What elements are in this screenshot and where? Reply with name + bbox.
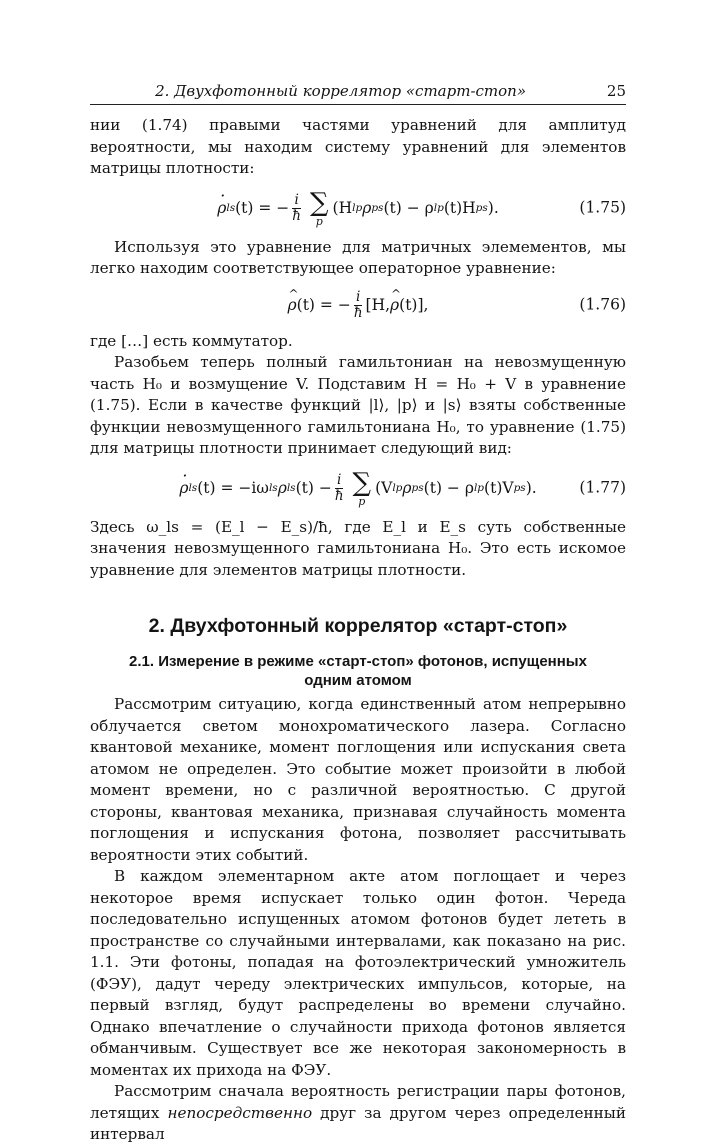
eq-text: (t) = − bbox=[296, 295, 351, 314]
eq-text: (t)], bbox=[399, 295, 429, 314]
sum-symbol: ∑ p bbox=[352, 467, 372, 508]
eq-sub: ls bbox=[268, 481, 278, 494]
eq-text: ρ bbox=[362, 198, 372, 217]
paragraph: Здесь ω_ls = (E_l − E_s)/ħ, где E_l и E_s суть собственные значения невозмущенного гамильтониана H₀. Это есть искомое уравнение для элементов матрицы плотности. bbox=[90, 517, 626, 579]
eq-lhs: ρ · bbox=[179, 478, 188, 499]
frac-den: ħ bbox=[292, 207, 301, 224]
running-header bbox=[90, 78, 626, 105]
eq-sub: lp bbox=[352, 201, 363, 214]
paragraph: где […] есть коммутатор. bbox=[90, 331, 293, 350]
fraction bbox=[335, 473, 344, 504]
page-number: 25 bbox=[606, 82, 626, 100]
eq-text: (t) = −iω bbox=[197, 478, 269, 497]
eq-text: (t) − ρ bbox=[383, 198, 434, 217]
eq-text: ). bbox=[487, 198, 499, 217]
eq-text: ρ bbox=[277, 478, 287, 497]
sum-index: p bbox=[358, 494, 366, 508]
equation-number: (1.75) bbox=[579, 198, 626, 217]
subsection-title bbox=[90, 652, 626, 690]
text-run: друг за другом через определенный интервал bbox=[90, 1103, 626, 1143]
eq-sub: lp bbox=[392, 481, 403, 494]
eq-text: (t)H bbox=[443, 198, 476, 217]
emphasis: непосредственно bbox=[167, 1103, 313, 1122]
eq-sub: ps bbox=[371, 201, 384, 214]
eq-text: ρ bbox=[402, 478, 412, 497]
running-title: 2. Двухфотонный коррелятор «старт-стоп» bbox=[155, 82, 526, 100]
eq-sub: lp bbox=[433, 201, 444, 214]
frac-den: ħ bbox=[334, 487, 344, 504]
paragraph: нии (1.74) правыми частями уравнений для амплитуд вероятности, мы находим систему уравнений для элементов матрицы плотности: bbox=[90, 116, 626, 177]
equation-number: (1.77) bbox=[579, 478, 626, 497]
text-run: Рассмотрим сначала вероятность регистрации пары фотонов, летящих bbox=[90, 1082, 626, 1122]
sum-symbol: ∑ p bbox=[309, 187, 329, 228]
eq-sub: ps bbox=[411, 481, 424, 494]
eq-text: (t) − bbox=[295, 478, 332, 497]
frac-num: i bbox=[294, 191, 299, 208]
eq-text: (H bbox=[332, 198, 353, 217]
eq-lhs: ρ · bbox=[217, 198, 226, 219]
paragraph bbox=[90, 1081, 626, 1146]
page bbox=[90, 78, 626, 1146]
section-title: 2. Двухфотонный коррелятор «старт-стоп» bbox=[148, 615, 568, 637]
fraction bbox=[354, 290, 363, 321]
eq-sub: lp bbox=[473, 481, 485, 494]
eq-sub: ls bbox=[286, 481, 296, 494]
frac-num: i bbox=[356, 288, 361, 305]
sum-index: p bbox=[315, 214, 323, 228]
eq-sub: ps bbox=[513, 481, 526, 494]
eq-text: ^ ρ bbox=[390, 295, 399, 316]
frac-den: ħ bbox=[353, 304, 363, 321]
eq-text: (V bbox=[375, 478, 393, 497]
equation-number: (1.76) bbox=[579, 295, 626, 314]
equation-1-77 bbox=[90, 467, 626, 508]
frac-num: i bbox=[337, 471, 342, 488]
eq-sub: ls bbox=[226, 201, 236, 214]
equation-1-76 bbox=[90, 290, 626, 321]
subsection-title-line: 2.1. Измерение в режиме «старт-стоп» фотонов, испущенных bbox=[129, 653, 587, 670]
eq-text: ). bbox=[525, 478, 537, 497]
paragraph: Рассмотрим ситуацию, когда единственный атом непрерывно облучается светом монохроматического лазера. Согласно квантовой механике, момент поглощения или испускания света атомом не определен. Это событие может произойти в любой момент времени, но с различной вероятностью. С другой стороны, квантовая механика, признавая случайность момента поглощения и испускания фотона, позволяет рассчитывать вероятности этих событий. bbox=[90, 695, 626, 864]
paragraph: В каждом элементарном акте атом поглощает и через некоторое время испускает только один фотон. Череда последовательно испущенных атомом фотонов будет лететь в пространстве со случайными интервалами, как показано на рис. 1.1. Эти фотоны, попадая на фотоэлектрический умножитель (ФЭУ), дадут череду электрических импульсов, которые, на первый взгляд, будут распределены во времени случайно. Однако впечатление о случайности прихода фотонов является обманчивым. Существует все же некоторая закономерность в моментах их прихода на ФЭУ. bbox=[90, 867, 626, 1079]
eq-text: (t) − ρ bbox=[423, 478, 474, 497]
paragraph: Разобьем теперь полный гамильтониан на невозмущенную часть H₀ и возмущение V. Подставим H = H₀ + V в уравнение (1.75). Если в качестве функций |l⟩, |p⟩ и |s⟩ взяты собственные функции невозмущенного гамильтониана H₀, то уравнение (1.75) для матрицы плотности принимает следующий вид: bbox=[90, 353, 626, 457]
eq-sub: ls bbox=[188, 481, 198, 494]
eq-text: [H, bbox=[365, 295, 391, 314]
eq-text: (t)V bbox=[484, 478, 514, 497]
equation-1-75 bbox=[90, 187, 626, 228]
eq-text: (t) = − bbox=[235, 198, 290, 217]
eq-lhs: ^ ρ bbox=[288, 295, 297, 316]
paragraph: Используя это уравнение для матричных элемементов, мы легко находим соответствующее операторное уравнение: bbox=[90, 237, 626, 277]
eq-sub: ps bbox=[475, 201, 488, 214]
subsection-title-line: одним атомом bbox=[304, 672, 412, 689]
fraction bbox=[292, 193, 301, 224]
